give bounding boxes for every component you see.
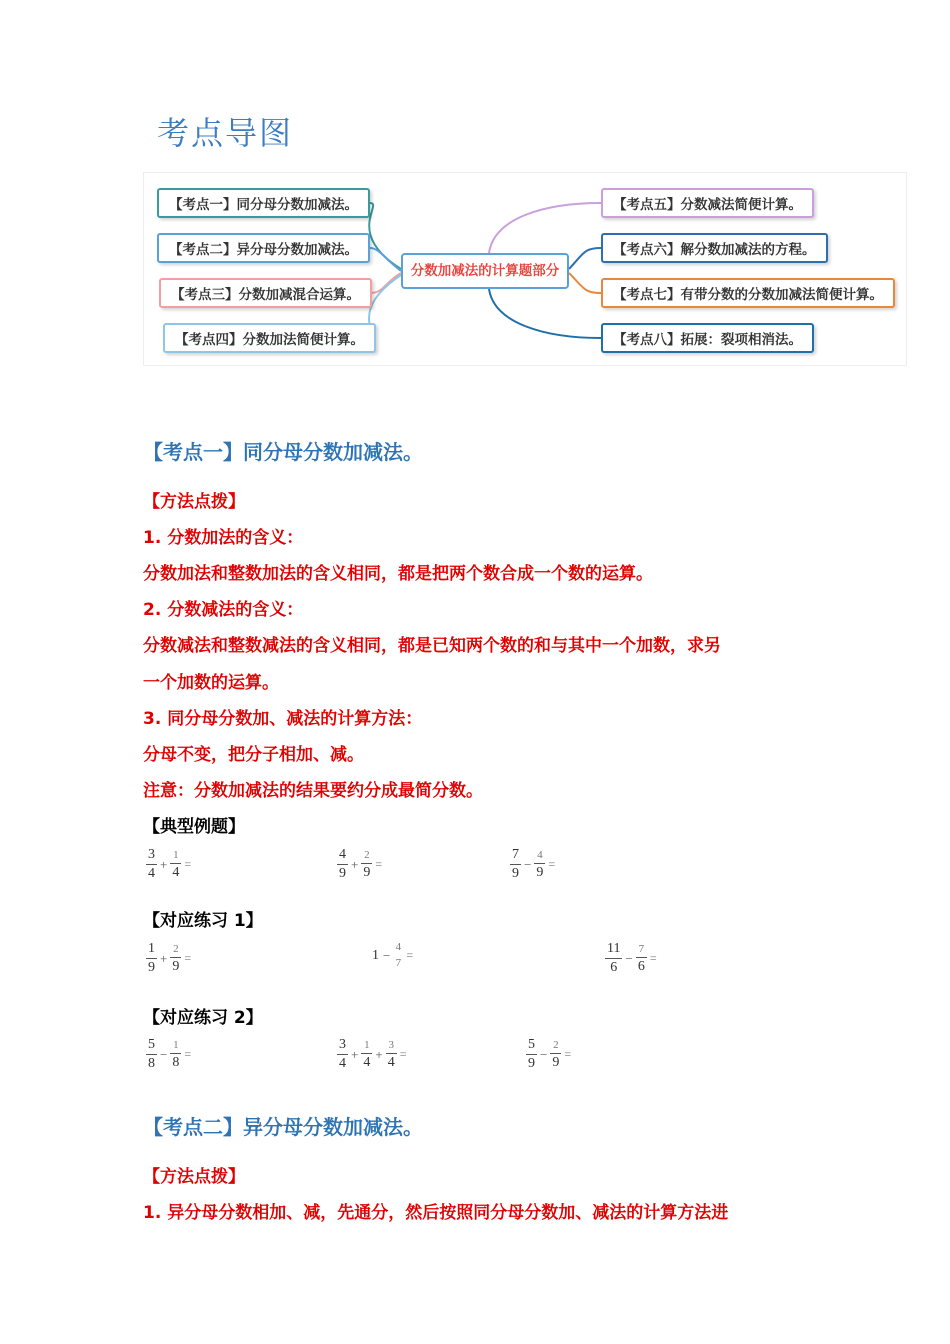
method-tag-2: 【方法点拨】	[143, 1167, 245, 1187]
mind-map-center: 分数加减法的计算题部分	[401, 253, 569, 289]
practice2-expression-3: $\frac{5}{9}$ − $\frac{2}{9}$ =	[528, 1037, 572, 1071]
page-title: 考点导图	[157, 114, 294, 152]
connector-left-1	[369, 203, 401, 269]
method-line-5: 一个加数的运算。	[143, 673, 279, 693]
practice1-tag: 【对应练习 1】	[143, 911, 263, 931]
practice1-expression-2: 1 − 4 7 =	[372, 941, 414, 969]
section-heading-1: 【考点一】同分母分数加减法。	[143, 440, 423, 464]
mind-map-node-3: 【考点三】分数加减混合运算。	[159, 278, 372, 308]
method-line-7: 分母不变，把分子相加、减。	[143, 745, 364, 765]
connector-right-1	[489, 203, 601, 253]
mind-map	[143, 172, 907, 366]
connector-right-2	[569, 248, 601, 269]
connector-right-3	[569, 273, 601, 293]
mind-map-node-5: 【考点五】分数减法简便计算。	[601, 188, 814, 218]
practice2-tag: 【对应练习 2】	[143, 1008, 263, 1028]
connector-left-3	[370, 273, 401, 293]
example-expression-3: $\frac{7}{9}$ − $\frac{4}{9}$ =	[512, 847, 556, 881]
method-line-2: 分数加法和整数加法的含义相同，都是把两个数合成一个数的运算。	[143, 564, 653, 584]
method-line-3: 2. 分数减法的含义：	[143, 600, 304, 620]
practice2-expression-1: $\frac{5}{8}$ − $\frac{1}{8}$ =	[148, 1037, 192, 1071]
connector-left-2	[370, 248, 401, 271]
mind-map-node-2: 【考点二】异分母分数加减法。	[157, 233, 370, 263]
mind-map-node-6: 【考点六】解分数加减法的方程。	[601, 233, 828, 263]
practice1-expression-3: $\frac{11}{6}$ − $\frac{7}{6}$ =	[607, 941, 657, 975]
section-heading-2: 【考点二】异分母分数加减法。	[143, 1115, 423, 1139]
mind-map-node-7: 【考点七】有带分数的分数加减法简便计算。	[601, 278, 895, 308]
practice2-expression-2: $\frac{3}{4}$ + $\frac{1}{4}$ + $\frac{3}{4}$ =	[339, 1037, 407, 1071]
method-line-8: 注意：分数加减法的结果要约分成最简分数。	[143, 781, 483, 801]
practice1-expression-1: $\frac{1}{9}$ + $\frac{2}{9}$ =	[148, 941, 192, 975]
method-tag-1: 【方法点拨】	[143, 492, 245, 512]
method-line-6: 3. 同分母分数加、减法的计算方法：	[143, 709, 423, 729]
method-line-1: 1. 分数加法的含义：	[143, 528, 304, 548]
example-expression-1: $\frac{3}{4}$ + $\frac{1}{4}$ =	[148, 847, 192, 881]
mind-map-node-4: 【考点四】分数加法简便计算。	[163, 323, 376, 353]
connector-right-4	[489, 289, 601, 338]
example-expression-2: $\frac{4}{9}$ + $\frac{2}{9}$ =	[339, 847, 383, 881]
method-line-section2-1: 1. 异分母分数相加、减，先通分，然后按照同分母分数加、减法的计算方法进	[143, 1203, 729, 1223]
mind-map-node-1: 【考点一】同分母分数加减法。	[157, 188, 370, 218]
method-line-4: 分数减法和整数减法的含义相同，都是已知两个数的和与其中一个加数，求另	[143, 636, 721, 656]
example-tag: 【典型例题】	[143, 817, 245, 837]
mind-map-node-8: 【考点八】拓展：裂项相消法。	[601, 323, 814, 353]
